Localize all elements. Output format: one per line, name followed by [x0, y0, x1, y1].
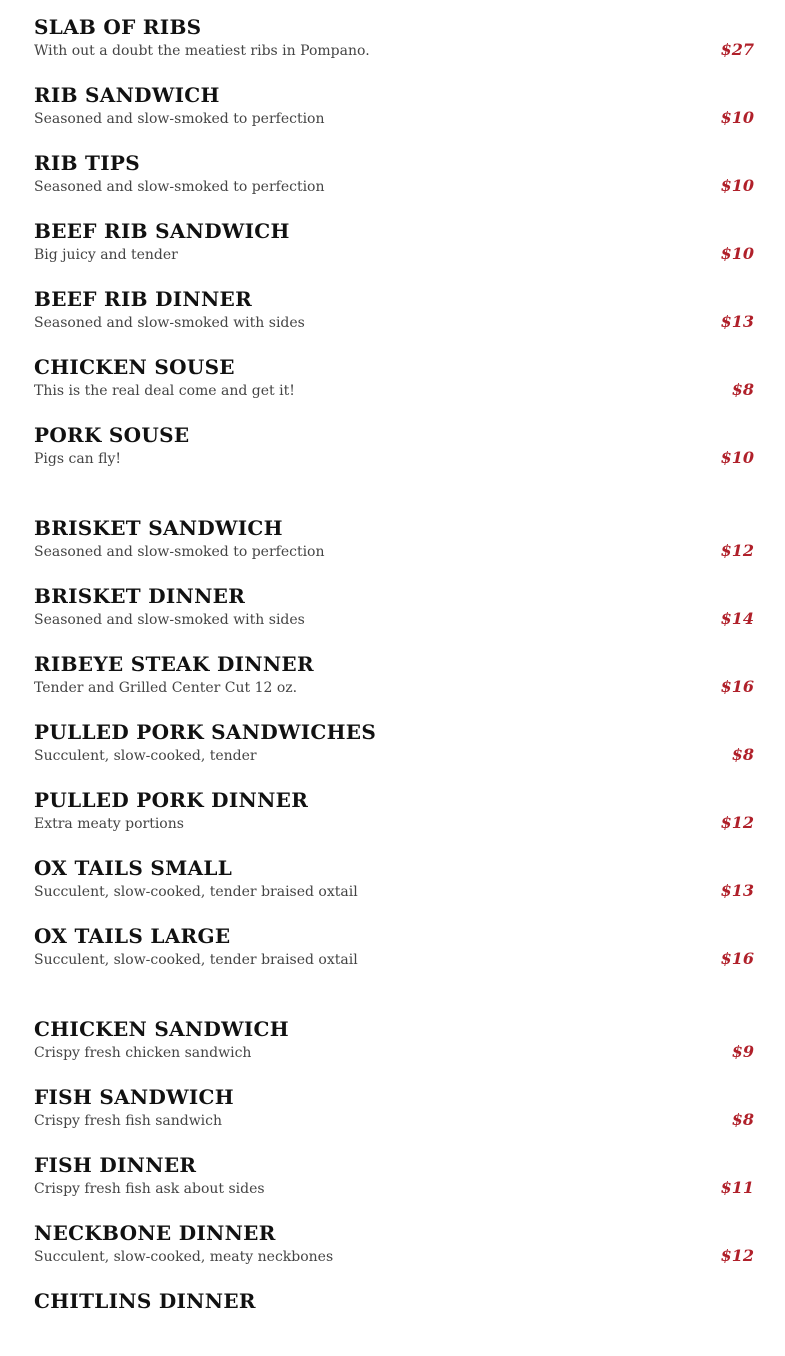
menu-item: [34, 218, 754, 286]
menu-item: [34, 651, 754, 719]
menu-item-price: $13: [720, 881, 754, 900]
menu-list: [34, 14, 754, 1356]
menu-item: [34, 719, 754, 787]
menu-item-name: RIB TIPS: [34, 151, 140, 175]
menu-item: [34, 1288, 754, 1356]
menu-item-description: Crispy fresh chicken sandwich: [34, 1045, 252, 1061]
menu-item-name: FISH DINNER: [34, 1153, 197, 1177]
menu-item-price: $10: [720, 108, 754, 127]
menu-item-price: $12: [720, 541, 754, 560]
menu-item-price: $16: [720, 677, 754, 696]
menu-item-name: PULLED PORK DINNER: [34, 788, 309, 812]
menu-item: [34, 1016, 754, 1084]
menu-item: [34, 583, 754, 651]
menu-item-price: $8: [731, 1110, 754, 1129]
menu-item-description: Pigs can fly!: [34, 451, 122, 467]
menu-item-name: CHICKEN SOUSE: [34, 355, 235, 379]
menu-item: [34, 82, 754, 150]
menu-item-name: BEEF RIB SANDWICH: [34, 219, 290, 243]
menu-item-description: Big juicy and tender: [34, 247, 178, 263]
menu-item-description: Succulent, slow-cooked, tender braised oxtail: [34, 952, 358, 968]
menu-item-description: Succulent, slow-cooked, tender: [34, 748, 257, 764]
menu-item: [34, 422, 754, 490]
menu-item: [34, 14, 754, 82]
menu-item-name: SLAB OF RIBS: [34, 15, 202, 39]
menu-item-description: Seasoned and slow-smoked to perfection: [34, 111, 325, 127]
menu-item-description: Tender and Grilled Center Cut 12 oz.: [34, 680, 298, 696]
menu-item-name: OX TAILS SMALL: [34, 856, 233, 880]
menu-item-description: With out a doubt the meatiest ribs in Pompano.: [34, 43, 370, 59]
menu-item-name: PORK SOUSE: [34, 423, 190, 447]
menu-item-name: BEEF RIB DINNER: [34, 287, 253, 311]
menu-item-description: Crispy fresh fish sandwich: [34, 1113, 223, 1129]
menu-item-description: Seasoned and slow-smoked to perfection: [34, 544, 325, 560]
menu-item-price: $27: [720, 40, 754, 59]
menu-item-price: $10: [720, 244, 754, 263]
menu-item-price: $8: [731, 380, 754, 399]
menu-item: [34, 855, 754, 923]
menu-item: [34, 1220, 754, 1288]
menu-item-description: This is the real deal come and get it!: [34, 383, 295, 399]
menu-item: [34, 286, 754, 354]
menu-item: [34, 1084, 754, 1152]
menu-item-price: $13: [720, 312, 754, 331]
menu-item-price: $9: [731, 1042, 754, 1061]
menu-item-price: $14: [720, 609, 754, 628]
menu-item-description: Extra meaty portions: [34, 816, 184, 832]
menu-item-description: Crispy fresh fish ask about sides: [34, 1181, 265, 1197]
menu-item-name: NECKBONE DINNER: [34, 1221, 276, 1245]
menu-item: [34, 354, 754, 422]
menu-item-price: $11: [720, 1178, 754, 1197]
menu-item: [34, 787, 754, 855]
menu-item: [34, 923, 754, 991]
menu-section-ribs: [34, 14, 754, 490]
menu-item-name: PULLED PORK SANDWICHES: [34, 720, 377, 744]
menu-item: [34, 150, 754, 218]
menu-item-name: CHICKEN SANDWICH: [34, 1017, 289, 1041]
menu-item: [34, 515, 754, 583]
menu-section-sandwiches: [34, 1016, 754, 1356]
menu-item-name: RIB SANDWICH: [34, 83, 220, 107]
menu-item-price: $12: [720, 813, 754, 832]
menu-item-price: $8: [731, 745, 754, 764]
menu-item-description: Succulent, slow-cooked, tender braised oxtail: [34, 884, 358, 900]
menu-item-description: Seasoned and slow-smoked to perfection: [34, 179, 325, 195]
menu-item-name: BRISKET SANDWICH: [34, 516, 283, 540]
menu-item-price: $10: [720, 176, 754, 195]
menu-item-description: Seasoned and slow-smoked with sides: [34, 315, 305, 331]
menu-item-price: $10: [720, 448, 754, 467]
menu-item-name: CHITLINS DINNER: [34, 1289, 256, 1313]
menu-item-price: $16: [720, 949, 754, 968]
menu-item-name: BRISKET DINNER: [34, 584, 246, 608]
menu-item-description: Succulent, slow-cooked, meaty neckbones: [34, 1249, 334, 1265]
menu-item-name: OX TAILS LARGE: [34, 924, 231, 948]
menu-item-name: RIBEYE STEAK DINNER: [34, 652, 314, 676]
menu-item-price: $12: [720, 1246, 754, 1265]
menu-item-description: Seasoned and slow-smoked with sides: [34, 612, 305, 628]
menu-item-name: FISH SANDWICH: [34, 1085, 234, 1109]
menu-section-dinners: [34, 515, 754, 991]
menu-item: [34, 1152, 754, 1220]
